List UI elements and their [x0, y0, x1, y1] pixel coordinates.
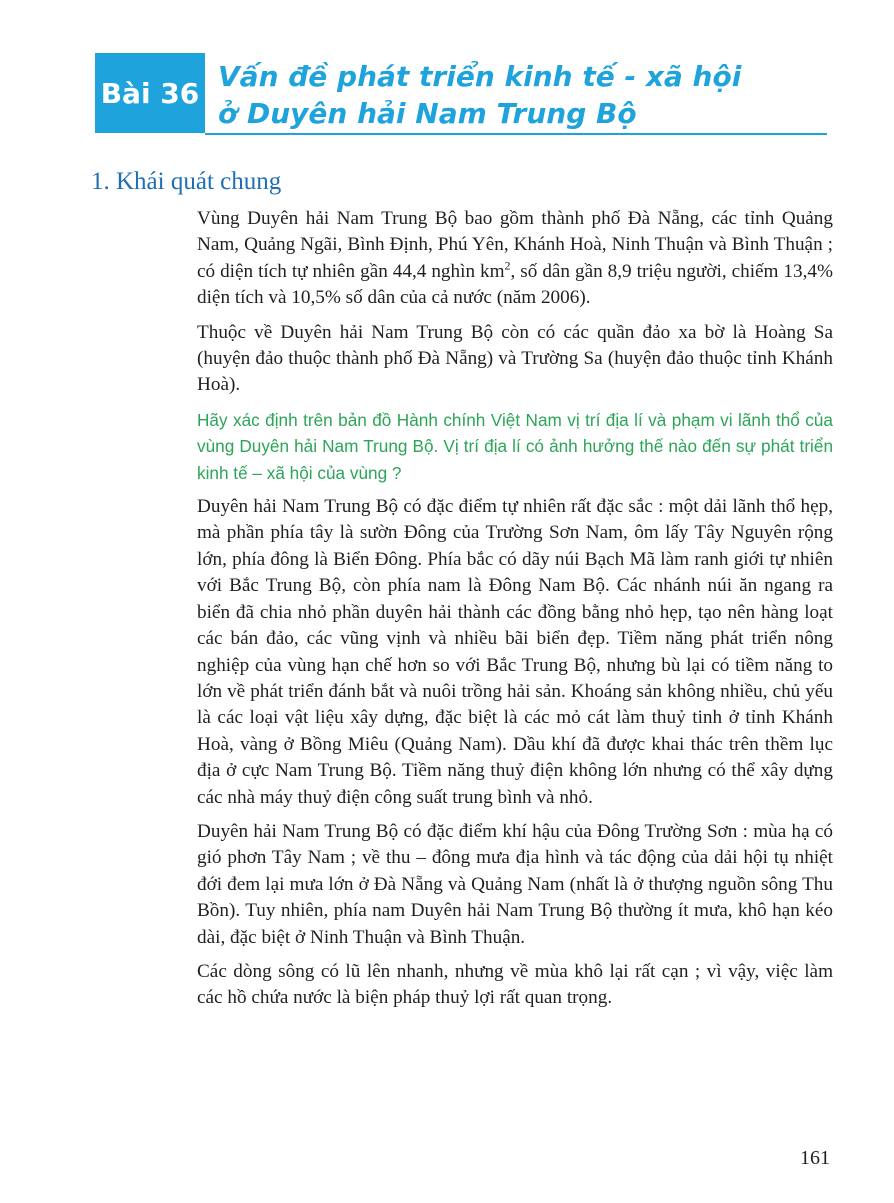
paragraph-overview-text: Vùng Duyên hải Nam Trung Bộ bao gồm thành phố Đà Nẵng, các tỉnh Quảng Nam, Quảng Ngãi, Bình Định, Phú Yên, Khánh Hoà, Ninh Thuận và Bình Thuận ; có diện tích tự nhiên gần 44,4 nghìn km: [197, 208, 833, 282]
lesson-title-line-2: ở Duyên hải Nam Trung Bộ: [218, 97, 637, 130]
paragraph-nature: Duyên hải Nam Trung Bộ có đặc điểm tự nhiên rất đặc sắc : một dải lãnh thổ hẹp, mà phần phía tây là sườn Đông của Trường Sơn Nam, ôm lấy Tây Nguyên rộng lớn, phía đông là Biển Đông. Phía bắc có dãy núi Bạch Mã làm ranh giới tự nhiên với Bắc Trung Bộ, còn phía nam là Đông Nam Bộ. Các nhánh núi ăn ngang ra biển đã chia nhỏ phần duyên hải thành các đồng bằng nhỏ hẹp, tạo nên hàng loạt các bán đảo, các vũng vịnh và nhiều bãi biển đẹp. Tiềm năng phát triển nông nghiệp của vùng hạn chế hơn so với Bắc Trung Bộ, nhưng bù lại có tiềm năng to lớn về phát triển đánh bắt và nuôi trồng hải sản. Khoáng sản không nhiều, chủ yếu là các loại vật liệu xây dựng, đặc biệt là các mỏ cát làm thuỷ tinh ở tỉnh Khánh Hoà, vàng ở Bồng Miêu (Quảng Nam). Dầu khí đã được khai thác trên thềm lục địa ở cực Nam Trung Bộ. Tiềm năng thuỷ điện không lớn nhưng có thể xây dựng các nhà máy thuỷ điện công suất trung bình và nhỏ.: [197, 496, 833, 808]
page-number: 161: [800, 1147, 830, 1169]
paragraph-overview: [197, 206, 833, 312]
lesson-title-line-1: Vấn đề phát triển kinh tế - xã hội: [218, 60, 742, 93]
question-prompt: Hãy xác định trên bản đồ Hành chính Việt Nam vị trí địa lí và phạm vi lãnh thổ của vùng Duyên hải Nam Trung Bộ. Vị trí địa lí có ảnh hưởng thế nào đến sự phát triển kinh tế – xã hội của vùng ?: [197, 409, 833, 483]
title-underline: [205, 133, 827, 135]
lesson-number-badge: [95, 53, 205, 133]
paragraph-rivers: Các dòng sông có lũ lên nhanh, nhưng về mùa khô lại rất cạn ; vì vậy, việc làm các hồ chứa nước là biện pháp thuỷ lợi rất quan trọng.: [197, 960, 833, 1009]
body-text: [197, 206, 833, 1020]
section-heading: 1. Khái quát chung: [91, 168, 282, 195]
paragraph-islands: Thuộc về Duyên hải Nam Trung Bộ còn có các quần đảo xa bờ là Hoàng Sa (huyện đảo thuộc thành phố Đà Nẵng) và Trường Sa (huyện đảo thuộc tỉnh Khánh Hoà).: [197, 321, 833, 396]
lesson-label: Bài 36: [100, 76, 200, 110]
lesson-title: [218, 58, 741, 132]
paragraph-overview-tail: , số dân gần 8,9 triệu người, chiếm 13,4% diện tích và 10,5% số dân của cả nước (năm 2006).: [197, 260, 833, 309]
paragraph-climate: Duyên hải Nam Trung Bộ có đặc điểm khí hậu của Đông Trường Sơn : mùa hạ có gió phơn Tây Nam ; về thu – đông mưa địa hình và tác động của dải hội tụ nhiệt đới đem lại mưa lớn ở Đà Nẵng và Quảng Nam (nhất là ở thượng nguồn sông Thu Bồn). Tuy nhiên, phía nam Duyên hải Nam Trung Bộ thường ít mưa, khô hạn kéo dài, đặc biệt ở Ninh Thuận và Bình Thuận.: [197, 820, 833, 948]
superscript: 2: [504, 258, 511, 273]
